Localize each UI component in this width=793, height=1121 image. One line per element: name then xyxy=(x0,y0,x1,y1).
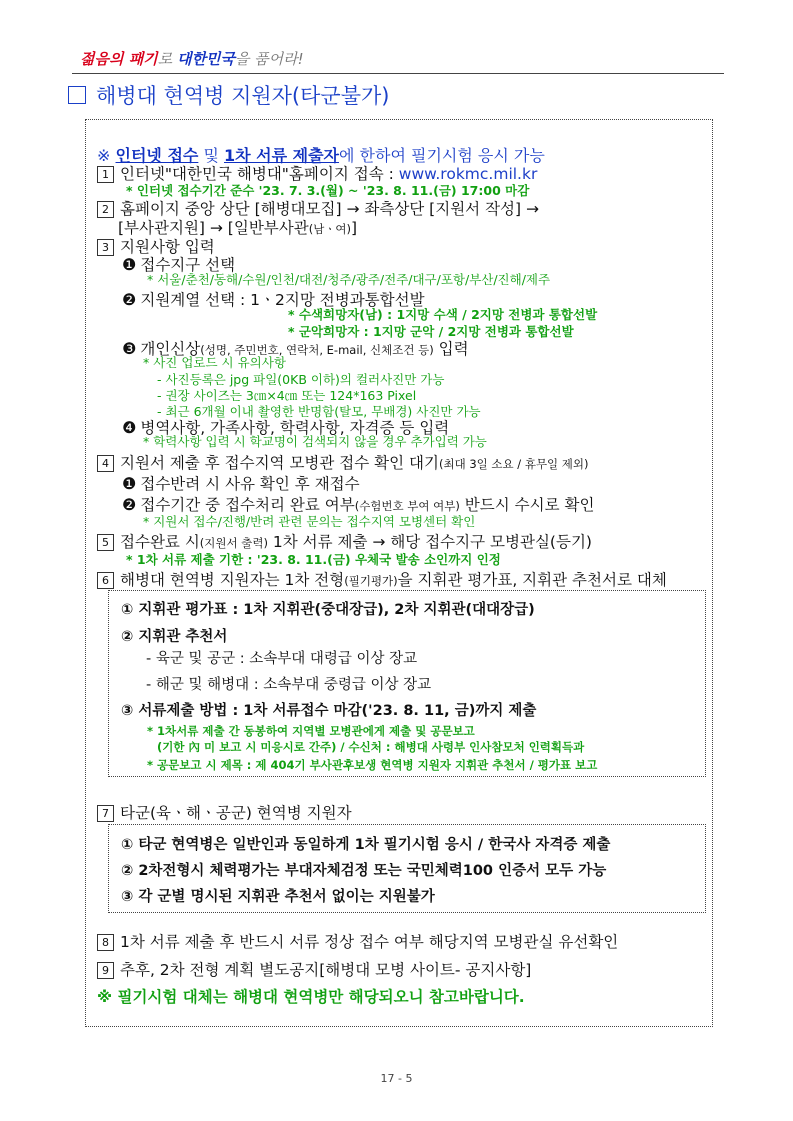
photo-note-2: - 권장 사이즈는 3㎝×4㎝ 또는 124*163 Pixel xyxy=(157,388,417,403)
section-title-text: 해병대 현역병 지원자(타군불가) xyxy=(96,84,390,108)
step-5-number: 5 xyxy=(97,534,114,551)
step-3-item-2-text: 지원계열 선택 : 1ㆍ2지망 전병과통합선발 xyxy=(140,291,425,309)
step-3-item-1-text: 접수지구 선택 xyxy=(140,256,236,274)
notice-internet: 인터넷 접수 xyxy=(115,146,199,165)
army-airforce-line: - 육군 및 공군 : 소속부대 대령급 이상 장교 xyxy=(146,651,418,667)
step-4-item-1-text: 접수반려 시 사유 확인 후 재접수 xyxy=(140,475,360,493)
step-7 xyxy=(97,801,352,823)
checkbox-square-icon xyxy=(68,86,86,104)
step-3-item-3-a: 개인신상 xyxy=(140,340,201,358)
bullet-2-icon: ❷ xyxy=(122,290,137,309)
step-1-text: 인터넷"대한민국 해병대"홈페이지 접속 : xyxy=(120,165,399,183)
step-3-item-2-note-2: * 군악희망자 : 1지망 군악 / 2지망 전병과 통합선발 xyxy=(288,324,574,339)
bullet-3-icon: ❸ xyxy=(122,339,137,358)
submission-note-1: * 1차서류 제출 간 동봉하여 지역별 모병관에게 제출 및 공문보고 xyxy=(147,724,475,738)
step-5 xyxy=(97,530,592,552)
step-3-item-1-note: * 서울/춘천/동해/수원/인천/대전/청주/광주/전주/대구/포항/부산/진해/제주 xyxy=(147,272,551,287)
header-divider xyxy=(72,73,724,74)
step-3-item-4-text: 병역사항, 가족사항, 학력사항, 자격증 등 입력 xyxy=(140,419,450,437)
step-4-item-2-c: 반드시 수시로 확인 xyxy=(459,496,595,514)
step-8-number: 8 xyxy=(97,934,114,951)
step-3-item-4-note: * 학력사항 입력 시 학교명이 검색되지 않을 경우 추가입력 가능 xyxy=(143,434,487,449)
step-9 xyxy=(97,958,531,980)
step-6-a: 해병대 현역병 지원자는 1차 전형 xyxy=(120,571,345,589)
notice-and: 및 xyxy=(198,146,224,165)
step-8-text: 1차 서류 제출 후 반드시 서류 정상 접수 여부 해당지역 모병관실 유선확인 xyxy=(120,933,619,951)
step-3-item-3-c: 입력 xyxy=(433,340,469,358)
step-4-item-2-a: 접수기간 중 접수처리 완료 여부 xyxy=(140,496,355,514)
step-5-c: 1차 서류 제출 → 해당 접수지구 모병관실(등기) xyxy=(267,533,592,551)
bullet-4-icon: ❹ xyxy=(122,418,137,437)
step-2-number: 2 xyxy=(97,201,114,218)
step-9-number: 9 xyxy=(97,962,114,979)
step-4-item-2-b: (수험번호 부여 여부) xyxy=(354,499,460,513)
step-1-note: * 인터넷 접수기간 준수 '23. 7. 3.(월) ~ '23. 8. 11.(금) 17:00 마감 xyxy=(126,183,530,198)
other-forces-item-2: ② 2차전형시 체력평가는 부대자체검정 또는 국민체력100 인증서 모두 가능 xyxy=(121,863,607,879)
step-8 xyxy=(97,930,618,952)
homepage-url: www.rokmc.mil.kr xyxy=(398,165,538,183)
step-2-line-2a: [부사관지원] → [일반부사관 xyxy=(118,219,309,237)
bullet-1-icon: ❶ xyxy=(122,255,137,274)
header-part-2: 로 xyxy=(157,50,177,68)
step-4-item-1 xyxy=(122,472,360,494)
notice-first-doc: 1차 서류 제출자 xyxy=(224,146,340,165)
step-4-number: 4 xyxy=(97,455,114,472)
step-4-small: (최대 3일 소요 / 휴무일 제외) xyxy=(438,457,589,471)
bullet-1-icon: ❶ xyxy=(122,474,137,493)
step-2-line-2b: (남ㆍ여) xyxy=(308,222,352,236)
other-forces-item-3: ③ 각 군별 명시된 지휘관 추천서 없이는 지원불가 xyxy=(121,889,435,905)
navy-marine-line: - 해군 및 해병대 : 소속부대 중령급 이상 장교 xyxy=(146,677,432,693)
submission-note-3: * 공문보고 시 제목 : 제 404기 부사관후보생 현역병 지원자 지휘관 추천서 / 평가표 보고 xyxy=(147,758,598,772)
header-part-4: 을 품어라! xyxy=(234,50,304,68)
submission-note-2: (기한 內 미 보고 시 미응시로 간주) / 수신처 : 해병대 사령부 인사참모처 인력획득과 xyxy=(157,740,585,754)
step-6 xyxy=(97,568,667,590)
step-3-item-2-note-1: * 수색희망자(남) : 1지망 수색 / 2지망 전병과 통합선발 xyxy=(288,307,598,322)
submission-method-item: ③ 서류제출 방법 : 1차 서류접수 마감('23. 8. 11, 금)까지 제출 xyxy=(121,703,537,719)
step-5-note: * 1차 서류 제출 기한 : '23. 8. 11.(금) 우체국 발송 소인까지 인정 xyxy=(126,552,501,567)
header-part-3: 대한민국 xyxy=(176,50,235,68)
step-7-text: 타군(육ㆍ해ㆍ공군) 현역병 지원자 xyxy=(120,804,352,822)
bullet-2-icon: ❷ xyxy=(122,495,137,514)
other-forces-item-1: ① 타군 현역병은 일반인과 동일하게 1차 필기시험 응시 / 한국사 자격증 제출 xyxy=(121,837,611,853)
step-2-line-2c: ] xyxy=(351,219,358,237)
step-4 xyxy=(97,451,589,473)
step-1-number: 1 xyxy=(97,166,114,183)
section-title xyxy=(68,80,389,110)
step-6-number: 6 xyxy=(97,572,114,589)
step-4-text: 지원서 제출 후 접수지역 모병관 접수 확인 대기 xyxy=(120,454,439,472)
step-6-b: (필기평가) xyxy=(344,574,398,588)
step-3-number: 3 xyxy=(97,239,114,256)
commander-eval-item: ① 지휘관 평가표 : 1차 지휘관(중대장급), 2차 지휘관(대대장급) xyxy=(121,602,535,618)
final-note: ※ 필기시험 대체는 해병대 현역병만 해당되오니 참고바랍니다. xyxy=(97,988,525,1006)
step-9-text: 추후, 2차 전형 계획 별도공지[해병대 모병 사이트- 공지사항] xyxy=(120,961,532,979)
photo-note-1: - 사진등록은 jpg 파일(0KB 이하)의 컬러사진만 가능 xyxy=(157,372,445,387)
step-5-a: 접수완료 시 xyxy=(120,533,200,551)
step-6-c: 을 지휘관 평가표, 지휘관 추천서로 대체 xyxy=(397,571,667,589)
step-4-note: * 지원서 접수/진행/반려 관련 문의는 접수지역 모병센터 확인 xyxy=(143,514,476,529)
step-3-text: 지원사항 입력 xyxy=(120,238,215,256)
notice-rest: 에 한하여 필기시험 응시 가능 xyxy=(339,146,545,165)
step-3-item-3-b: (성명, 주민번호, 연락처, E-mail, 신체조건 등) xyxy=(200,343,434,357)
step-5-b: (지원서 출력) xyxy=(199,536,268,550)
step-2-line-1: 홈페이지 중앙 상단 [해병대모집] → 좌측상단 [지원서 작성] → xyxy=(120,200,539,218)
notice-mark: ※ xyxy=(97,146,116,165)
page-number: 17 - 5 xyxy=(380,1072,413,1085)
header-part-1: 젊음의 패기 xyxy=(80,50,158,68)
page-header xyxy=(80,48,304,69)
photo-upload-note: * 사진 업로드 시 유의사항 xyxy=(143,355,286,370)
photo-note-3: - 최근 6개월 이내 촬영한 반명함(탈모, 무배경) 사진만 가능 xyxy=(157,404,481,419)
commander-recommend-item: ② 지휘관 추천서 xyxy=(121,629,228,645)
step-7-number: 7 xyxy=(97,805,114,822)
